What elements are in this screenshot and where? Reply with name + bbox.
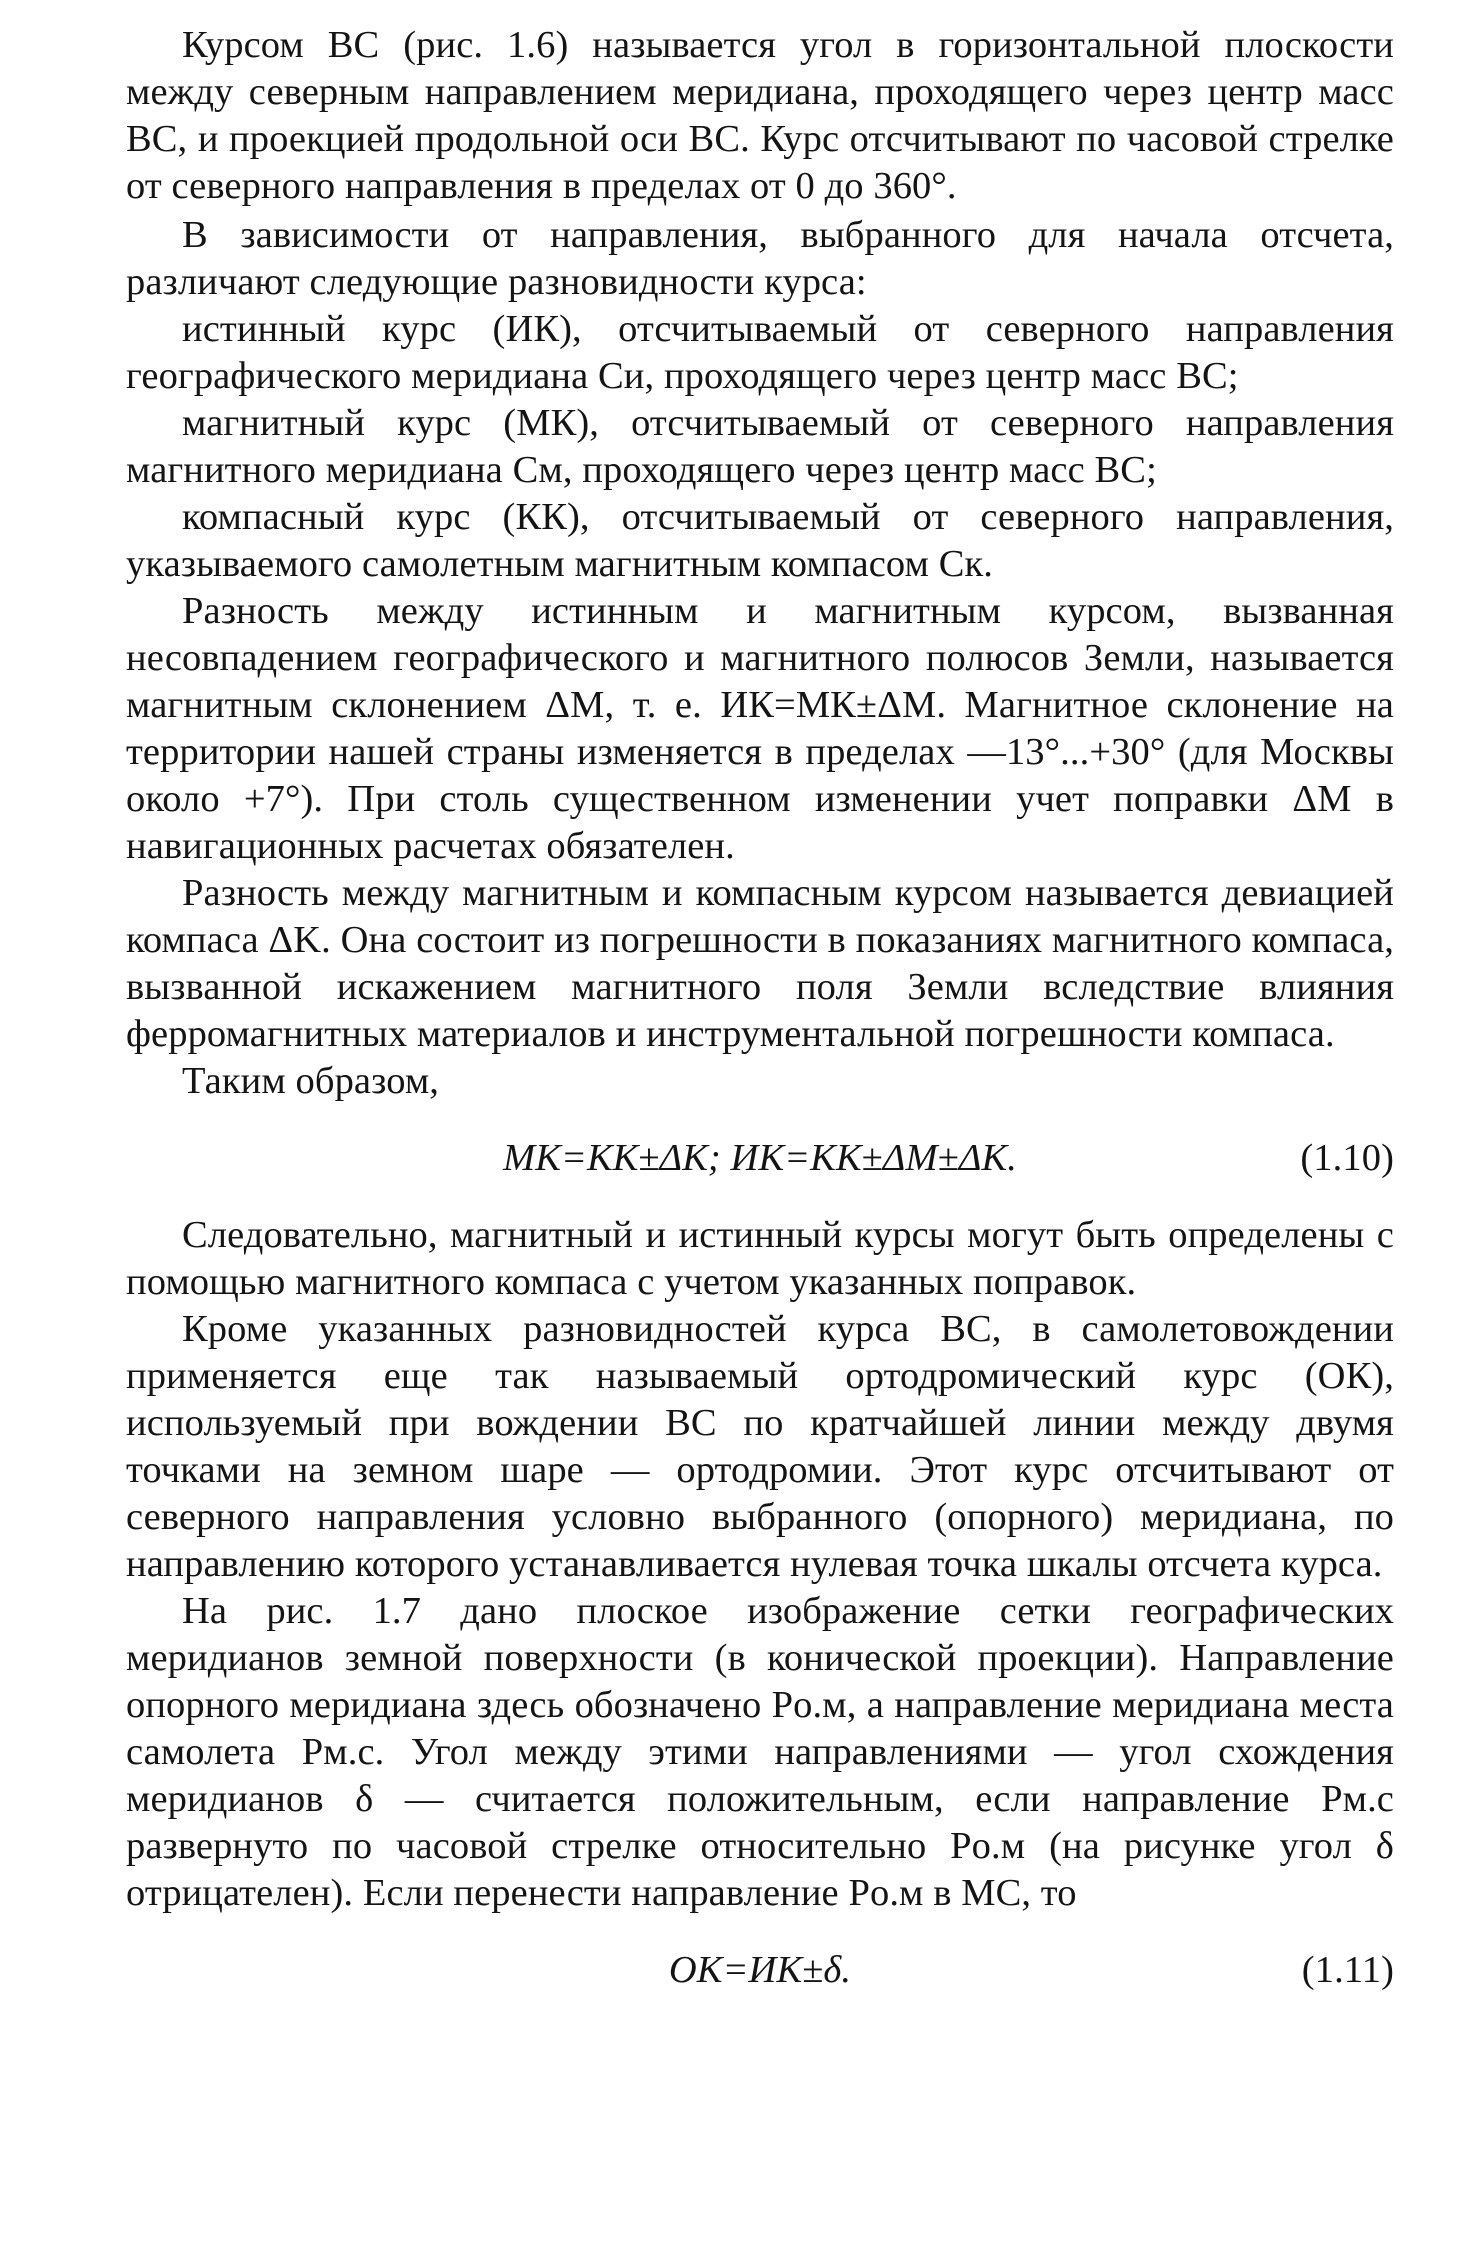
paragraph-compass-course: компасный курс (КК), отсчитываемый от северного направления, указываемого самолетным магнитным компасом Cк. bbox=[126, 496, 1394, 585]
document-page bbox=[126, 22, 1394, 2024]
paragraph-magnetic-course: магнитный курс (МК), отсчитываемый от северного направления магнитного меридиана Cм, проходящего через центр масс ВС; bbox=[126, 402, 1394, 491]
formula-1-11 bbox=[126, 1947, 1394, 1994]
formula-expression: ОК=ИК±δ. bbox=[668, 1949, 852, 1991]
paragraph-orthodromic-course: Кроме указанных разновидностей курса ВС, в самолетовождении применяется еще так называемый ортодромический курс (ОК), используемый при вождении ВС по кратчайшей линии между двумя точками на земном шаре — ортодромии. Этот курс отсчитывают от северного направления условно выбранного (опорного) меридиана, по направлению которого устанавливается нулевая точка шкалы отсчета курса. bbox=[126, 1308, 1394, 1585]
paragraph-course-types-intro: В зависимости от направления, выбранного для начала отсчета, различают следующие разновидности курса: bbox=[126, 214, 1394, 303]
paragraph-magnetic-declination: Разность между истинным и магнитным курсом, вызванная несовпадением географического и магнитного полюсов Земли, называется магнитным склонением ΔM, т. е. ИК=МК±ΔМ. Магнитное склонение на территории нашей страны изменяется в пределах —13°...+30° (для Москвы около +7°). При столь существенном изменении учет поправки ΔМ в навигационных расчетах обязателен. bbox=[126, 590, 1394, 867]
equation-number: (1.11) bbox=[1301, 1949, 1394, 1991]
equation-number: (1.10) bbox=[1300, 1137, 1394, 1179]
paragraph-course-definition: Курсом ВС (рис. 1.6) называется угол в горизонтальной плоскости между северным направлением меридиана, проходящего через центр масс ВС, и проекцией продольной оси ВС. Курс отсчитывают по часовой стрелке от северного направления в пределах от 0 до 360°. bbox=[126, 24, 1394, 207]
paragraph-true-course: истинный курс (ИК), отсчитываемый от северного направления географического меридиана Cи, проходящего через центр масс ВС; bbox=[126, 308, 1394, 397]
paragraph-consequently: Следовательно, магнитный и истинный курсы могут быть определены с помощью магнитного компаса с учетом указанных поправок. bbox=[126, 1214, 1394, 1303]
paragraph-meridian-grid: На рис. 1.7 дано плоское изображение сетки географических меридианов земной поверхности (в конической проекции). Направление опорного меридиана здесь обозначено Pо.м, а направление меридиана места самолета Pм.с. Угол между этими направлениями — угол схождения меридианов δ — считается положительным, если направление Pм.с развернуто по часовой стрелке относительно Pо.м (на рисунке угол δ отрицателен). Если перенести направление Pо.м в МС, то bbox=[126, 1590, 1394, 1914]
formula-expression: МК=КК±ΔК; ИК=КК±ΔМ±ΔК. bbox=[503, 1137, 1017, 1179]
paragraph-thus: Таким образом, bbox=[182, 1060, 440, 1102]
paragraph-compass-deviation: Разность между магнитным и компасным курсом называется девиацией компаса ΔK. Она состоит из погрешности в показаниях магнитного компаса, вызванной искажением магнитного поля Земли вследствие влияния ферромагнитных материалов и инструментальной погрешности компаса. bbox=[126, 872, 1394, 1055]
formula-1-10 bbox=[126, 1135, 1394, 1182]
